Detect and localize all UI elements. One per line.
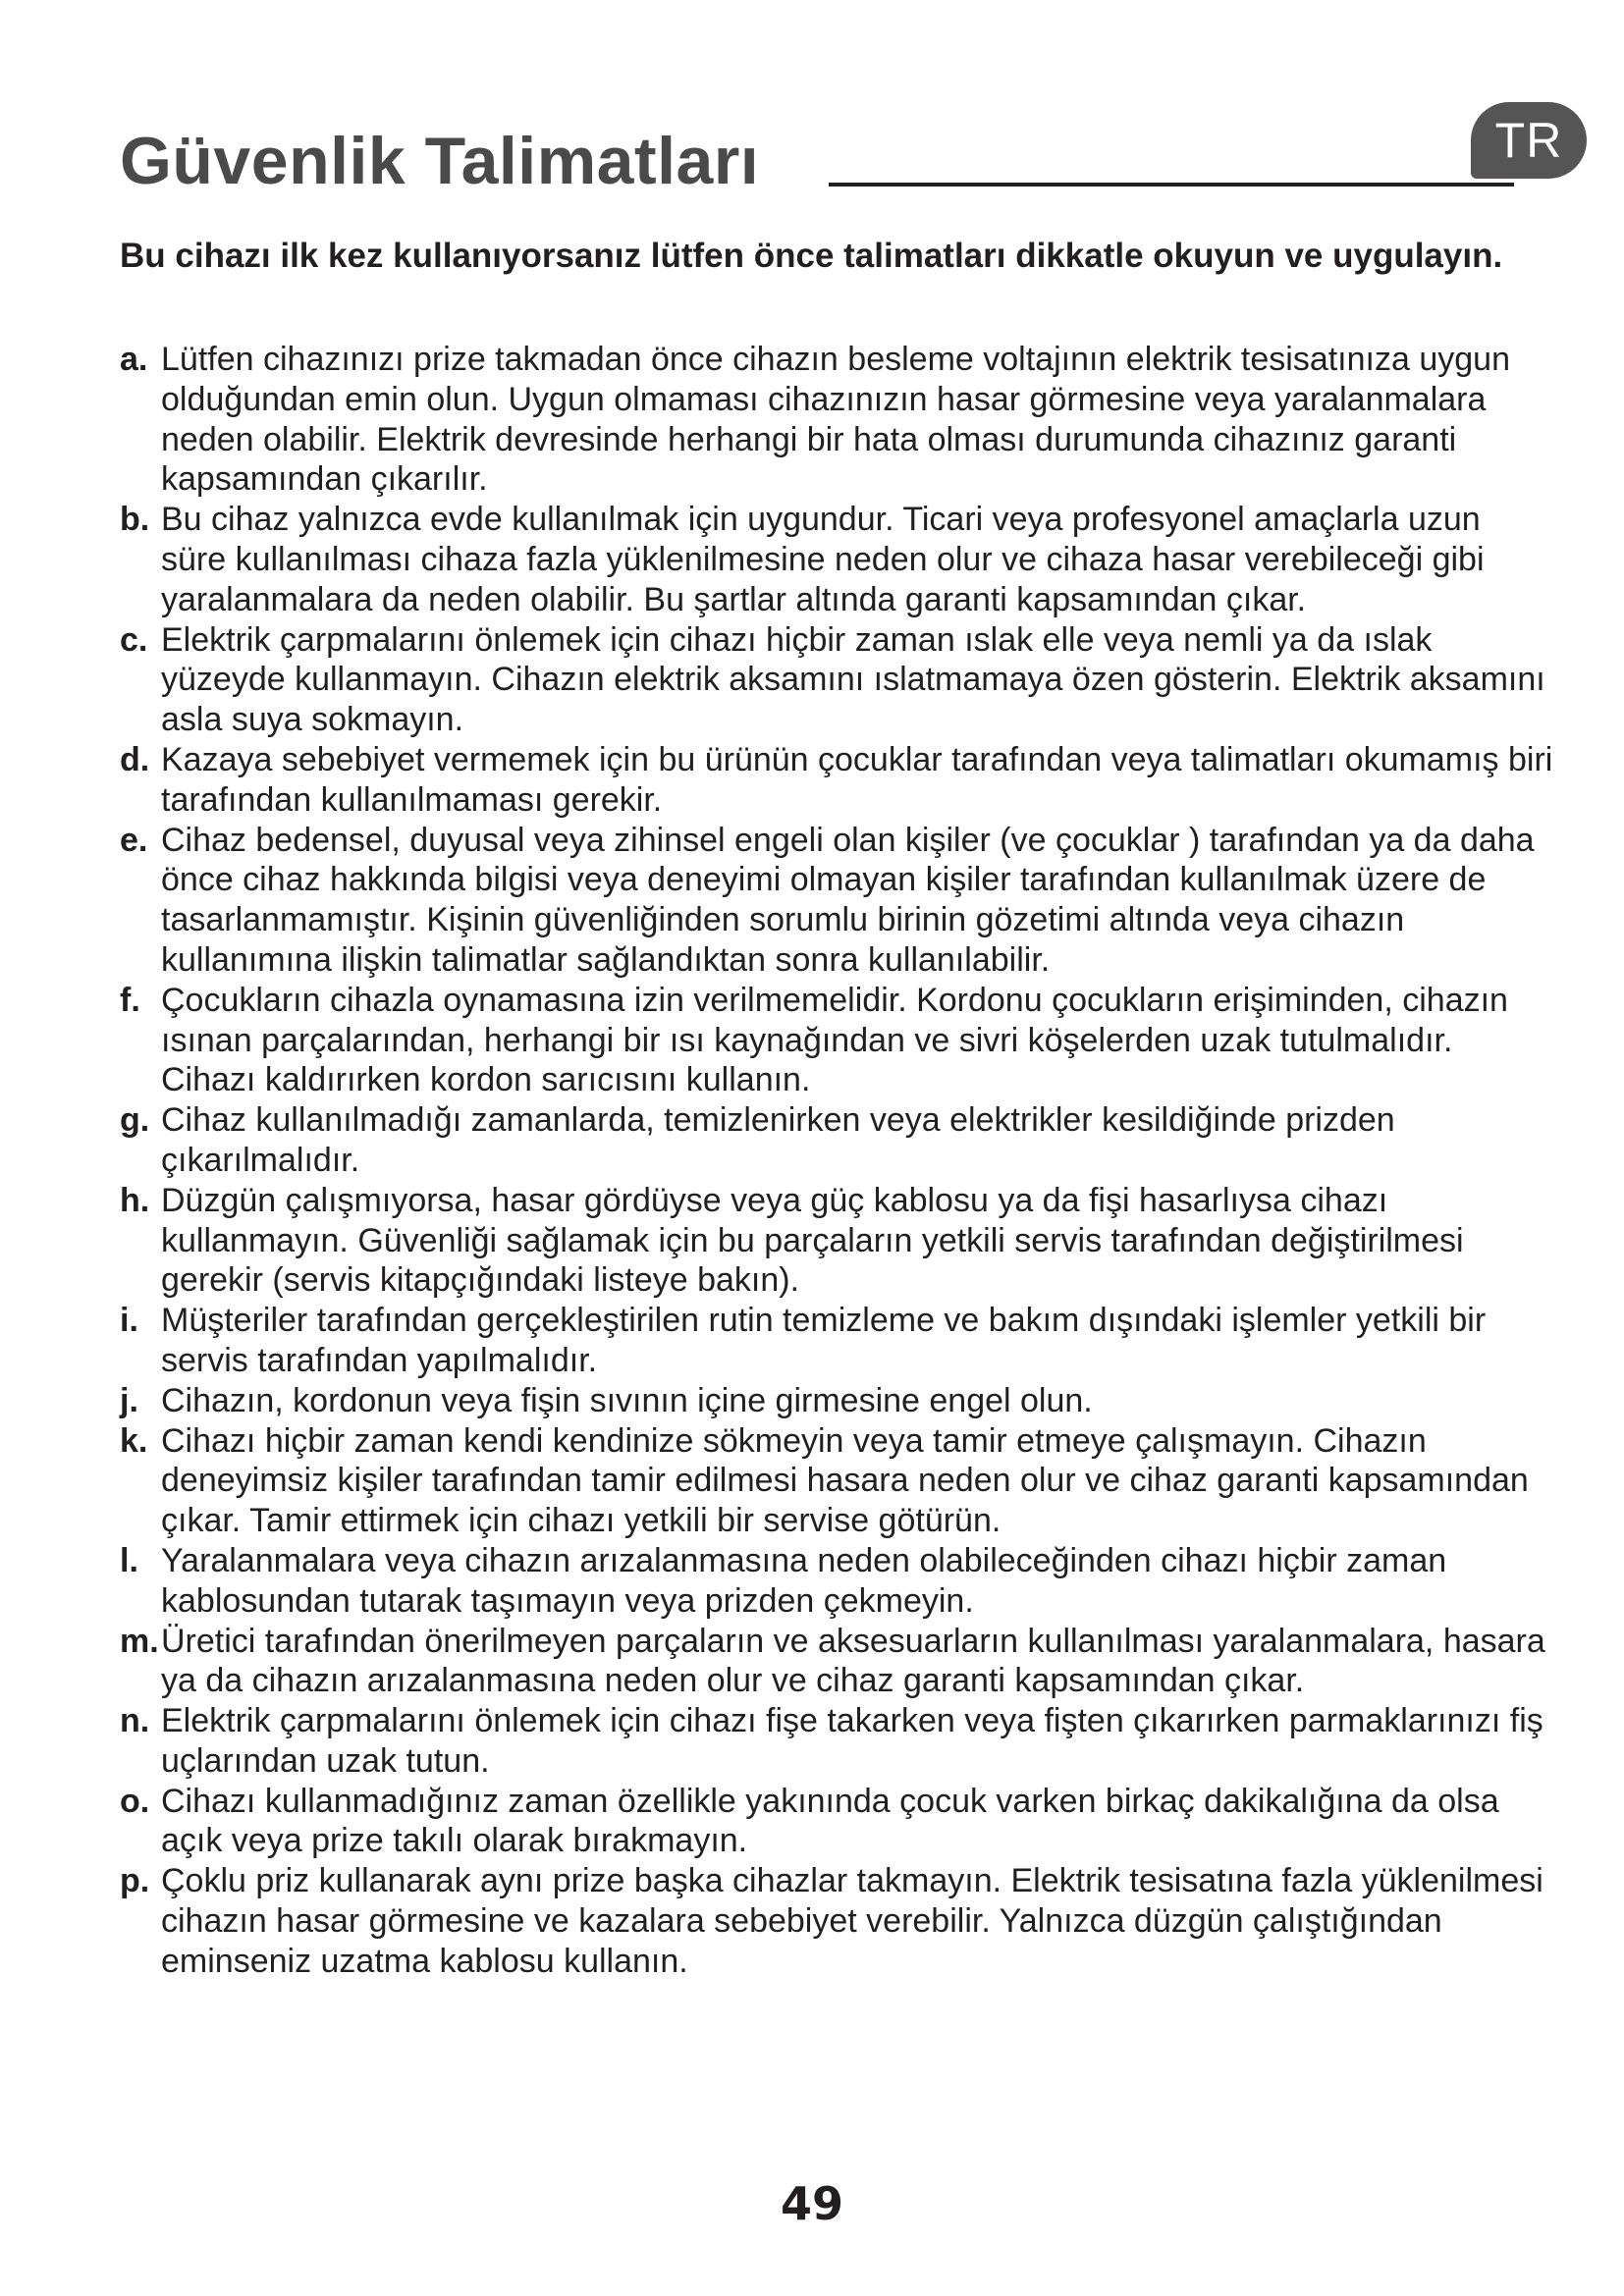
item-text: Kazaya sebebiyet vermemek için bu ürünün çocuklar tarafından veya talimatları okumamış biri tarafından kullanılmaması gerekir. (161, 740, 1553, 819)
intro-text: Bu cihazı ilk kez kullanıyorsanız lütfen önce talimatları dikkatle okuyun ve uygulayın. (120, 237, 1503, 275)
item-letter: j. (120, 1381, 138, 1419)
instruction-item-l (120, 1541, 1553, 1622)
instruction-item-p (120, 1861, 1553, 1981)
item-text: Üretici tarafından önerilmeyen parçaların ve aksesuarların kullanılması yaralanmalara, hasara ya da cihazın arızalanmasına neden olur ve cihaz garanti kapsamından çıkar. (161, 1622, 1545, 1700)
item-letter: p. (120, 1862, 150, 1900)
item-text: Yaralanmalara veya cihazın arızalanmasına neden olabileceğinden cihazı hiçbir zaman kablosundan tutarak taşımayın veya prizden çekmeyin. (161, 1541, 1447, 1620)
item-letter: b. (120, 501, 150, 539)
item-text: Cihazı kullanmadığınız zaman özellikle yakınında çocuk varken birkaç dakikalığına da olsa açık veya prize takılı olarak bırakmayın. (161, 1782, 1499, 1860)
page-header (120, 120, 1514, 198)
item-text: Elektrik çarpmalarını önlemek için cihazı fişe takarken veya fişten çıkarırken parmaklarınızı fiş uçlarından uzak tutun. (161, 1702, 1543, 1780)
item-text: Bu cihaz yalnızca evde kullanılmak için uygundur. Ticari veya profesyonel amaçlarla uzun süre kullanılması cihaza fazla yüklenilmesine neden olur ve cihaza hasar verebileceği gibi yaralanmalara da neden olabilir. Bu şartlar altında garanti kapsamından çıkar. (161, 501, 1485, 618)
item-text: Çocukların cihazla oynamasına izin verilmemelidir. Kordonu çocukların erişiminden, cihazın ısınan parçalarından, herhangi bir ısı kaynağından ve sivri köşelerden uzak tutulmalıdır. Cihazı kaldırırken kordon sarıcısını kullanın. (161, 981, 1508, 1099)
instruction-item-e (120, 821, 1553, 981)
instruction-item-m (120, 1622, 1553, 1702)
item-letter: i. (120, 1302, 138, 1340)
instruction-item-h (120, 1181, 1553, 1301)
item-text: Lütfen cihazınızı prize takmadan önce cihazın besleme voltajının elektrik tesisatınıza uygun olduğundan emin olun. Uygun olmaması cihazınızın hasar görmesine veya yaralanmalara neden olabilir. Elektrik devresinde herhangi bir hata olması durumunda cihazınız garanti kapsamından çıkarılır. (161, 341, 1510, 499)
item-letter: a. (120, 341, 148, 378)
item-letter: h. (120, 1181, 150, 1219)
instruction-item-c (120, 620, 1553, 740)
item-text: Çoklu priz kullanarak aynı prize başka cihazlar takmayın. Elektrik tesisatına fazla yüklenilmesi cihazın hasar görmesine ve kazalara sebebiyet verebilir. Yalnızca düzgün çalıştığından eminseniz uzatma kablosu kullanın. (161, 1862, 1543, 1980)
safety-instructions-list (120, 340, 1553, 1982)
instruction-item-f (120, 981, 1553, 1100)
item-text: Cihaz kullanılmadığı zamanlarda, temizlenirken veya elektrikler kesildiğinde prizden çıkarılmalıdır. (161, 1101, 1395, 1179)
instruction-item-k (120, 1421, 1553, 1541)
item-letter: l. (120, 1541, 138, 1579)
item-letter: d. (120, 740, 150, 778)
item-text: Elektrik çarpmalarını önlemek için cihazı hiçbir zaman ıslak elle veya nemli ya da ıslak yüzeyde kullanmayın. Cihazın elektrik aksamını ıslatmamaya özen gösterin. Elektrik aksamını asla suya sokmayın. (161, 620, 1545, 739)
page-title: Güvenlik Talimatları (120, 124, 760, 198)
item-text: Cihazı hiçbir zaman kendi kendinize sökmeyin veya tamir etmeye çalışmayın. Cihazın deneyimsiz kişiler tarafından tamir edilmesi hasara neden olur ve cihaz garanti kapsamından çıkar. Tamir ettirmek için cihazı yetkili bir servise götürün. (161, 1421, 1529, 1540)
item-letter: g. (120, 1101, 150, 1140)
item-letter: k. (120, 1421, 148, 1460)
page-number: 49 (780, 2177, 843, 2230)
item-letter: o. (120, 1782, 150, 1820)
item-letter: e. (120, 821, 148, 859)
item-text: Cihaz bedensel, duyusal veya zihinsel engeli olan kişiler (ve çocuklar ) tarafından ya da daha önce cihaz hakkında bilgisi veya deneyimi olmayan kişiler tarafından kullanılmak üzere de tasarlanmamıştır. Kişinin güvenliğinden sorumlu birinin gözetimi altında veya cihazın kullanımına ilişkin talimatlar sağlandıktan sonra kullanılabilir. (161, 821, 1535, 979)
title-underline (829, 183, 1514, 187)
item-letter: f. (120, 981, 140, 1019)
item-letter: n. (120, 1702, 150, 1740)
item-text: Cihazın, kordonun veya fişin sıvının içine girmesine engel olun. (161, 1381, 1093, 1419)
item-text: Düzgün çalışmıyorsa, hasar gördüyse veya güç kablosu ya da fişi hasarlıysa cihazı kullanmayın. Güvenliği sağlamak için bu parçaların yetkili servis tarafından değiştirilmesi gerekir (servis kitapçığındaki listeye bakın). (161, 1181, 1464, 1300)
instruction-item-o (120, 1782, 1553, 1862)
item-letter: m. (120, 1622, 159, 1660)
item-letter: c. (120, 620, 148, 659)
item-text: Müşteriler tarafından gerçekleştirilen rutin temizleme ve bakım dışındaki işlemler yetkili bir servis tarafından yapılmalıdır. (161, 1302, 1487, 1379)
instruction-item-g (120, 1100, 1553, 1181)
instruction-item-j (120, 1381, 1553, 1421)
language-badge: TR (1471, 102, 1587, 179)
instruction-item-i (120, 1301, 1553, 1381)
instruction-item-n (120, 1701, 1553, 1782)
instruction-item-a (120, 340, 1553, 500)
instruction-item-d (120, 740, 1553, 821)
instruction-item-b (120, 500, 1553, 619)
